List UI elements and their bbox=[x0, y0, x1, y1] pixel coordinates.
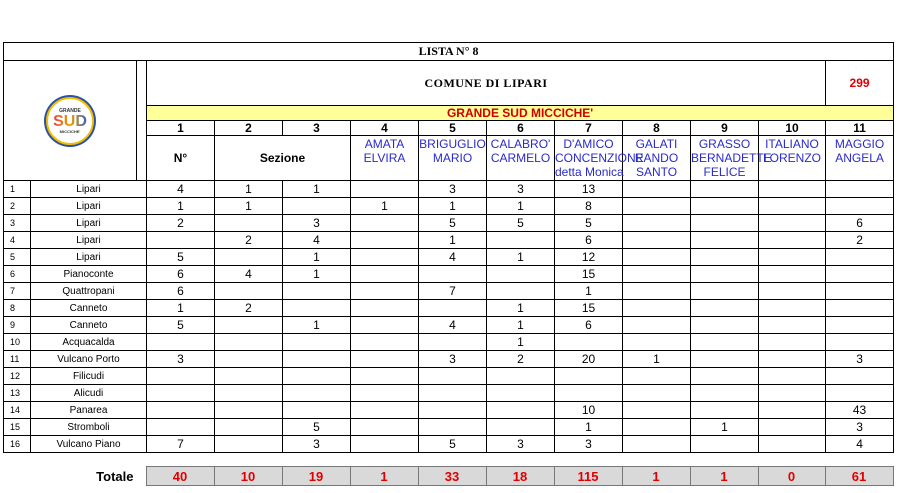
candidate-name-line: ELVIRA bbox=[363, 151, 406, 165]
vote-cell: 7 bbox=[147, 436, 215, 453]
vote-cell: 6 bbox=[555, 317, 623, 334]
section-number: 15 bbox=[4, 419, 31, 436]
section-name: Panarea bbox=[31, 402, 147, 419]
vote-cell bbox=[419, 266, 487, 283]
vote-cell: 6 bbox=[555, 232, 623, 249]
table-row bbox=[4, 232, 894, 249]
vote-cell bbox=[487, 419, 555, 436]
section-number: 8 bbox=[4, 300, 31, 317]
vote-cell: 4 bbox=[826, 436, 894, 453]
candidate-name-line: ITALIANO bbox=[765, 137, 819, 151]
vote-cell bbox=[351, 385, 419, 402]
section-number: 5 bbox=[4, 249, 31, 266]
candidate-name-line: GRASSO bbox=[698, 137, 751, 151]
section-name: Lipari bbox=[31, 215, 147, 232]
candidate-name-line: FELICE bbox=[703, 165, 746, 179]
vote-cell bbox=[623, 249, 691, 266]
vote-cell bbox=[691, 385, 759, 402]
section-number: 9 bbox=[4, 317, 31, 334]
header-number: N° bbox=[147, 136, 215, 181]
vote-cell: 4 bbox=[419, 249, 487, 266]
vote-cell bbox=[147, 402, 215, 419]
candidate-name-line: BERNADETTE bbox=[691, 151, 772, 165]
candidate-name-line bbox=[419, 165, 486, 179]
vote-cell bbox=[351, 402, 419, 419]
vote-cell bbox=[759, 334, 826, 351]
table-row bbox=[4, 300, 894, 317]
vote-cell bbox=[555, 334, 623, 351]
table-row bbox=[4, 181, 894, 198]
section-number: 1 bbox=[4, 181, 31, 198]
vote-cell: 4 bbox=[147, 181, 215, 198]
vote-cell bbox=[691, 402, 759, 419]
vote-cell bbox=[147, 334, 215, 351]
section-name: Filicudi bbox=[31, 368, 147, 385]
vote-cell: 1 bbox=[351, 198, 419, 215]
section-number: 13 bbox=[4, 385, 31, 402]
vote-cell: 13 bbox=[555, 181, 623, 198]
table-row bbox=[4, 198, 894, 215]
candidate-number: 6 bbox=[487, 121, 555, 136]
vote-cell: 15 bbox=[555, 266, 623, 283]
vote-cell bbox=[555, 385, 623, 402]
candidate-name-line: D'AMICO bbox=[563, 137, 614, 151]
vote-cell bbox=[623, 266, 691, 283]
vote-cell: 1 bbox=[215, 198, 283, 215]
vote-cell bbox=[147, 385, 215, 402]
vote-cell bbox=[826, 283, 894, 300]
vote-cell: 1 bbox=[487, 317, 555, 334]
vote-cell: 5 bbox=[147, 249, 215, 266]
vote-cell: 4 bbox=[215, 266, 283, 283]
vote-cell bbox=[283, 283, 351, 300]
candidate-name-line: MAGGIO bbox=[834, 137, 885, 151]
vote-cell bbox=[351, 181, 419, 198]
section-name: Vulcano Porto bbox=[31, 351, 147, 368]
vote-cell bbox=[826, 385, 894, 402]
total-value: 19 bbox=[282, 467, 350, 486]
vote-cell bbox=[759, 198, 826, 215]
vote-cell bbox=[691, 215, 759, 232]
candidate-name-line: CONCENZIONE bbox=[555, 151, 644, 165]
vote-cell bbox=[555, 368, 623, 385]
vote-cell: 2 bbox=[487, 351, 555, 368]
total-value: 40 bbox=[146, 467, 214, 486]
vote-cell bbox=[487, 232, 555, 249]
candidate-name-line: SANTO bbox=[635, 165, 678, 179]
total-value: 33 bbox=[418, 467, 486, 486]
candidate-number: 11 bbox=[826, 121, 894, 136]
total-value: 115 bbox=[554, 467, 622, 486]
total-value: 1 bbox=[690, 467, 758, 486]
vote-cell: 7 bbox=[419, 283, 487, 300]
candidate-number: 10 bbox=[759, 121, 826, 136]
vote-cell: 1 bbox=[147, 300, 215, 317]
section-number: 2 bbox=[4, 198, 31, 215]
section-number: 16 bbox=[4, 436, 31, 453]
vote-cell bbox=[623, 368, 691, 385]
candidate-number: 2 bbox=[215, 121, 283, 136]
vote-cell bbox=[351, 317, 419, 334]
vote-cell bbox=[351, 283, 419, 300]
vote-cell bbox=[147, 368, 215, 385]
vote-cell bbox=[283, 385, 351, 402]
spacer-cell bbox=[137, 61, 147, 181]
total-value: 1 bbox=[350, 467, 418, 486]
table-row bbox=[4, 215, 894, 232]
vote-cell: 1 bbox=[147, 198, 215, 215]
list-total: 299 bbox=[826, 61, 894, 106]
vote-cell bbox=[487, 402, 555, 419]
vote-cell: 1 bbox=[419, 198, 487, 215]
section-name: Canneto bbox=[31, 317, 147, 334]
results-sheet bbox=[3, 42, 893, 453]
vote-cell bbox=[759, 351, 826, 368]
results-table bbox=[3, 42, 894, 453]
section-name: Stromboli bbox=[31, 419, 147, 436]
vote-cell: 3 bbox=[419, 181, 487, 198]
table-row bbox=[4, 334, 894, 351]
vote-cell: 2 bbox=[826, 232, 894, 249]
section-number: 12 bbox=[4, 368, 31, 385]
table-row bbox=[4, 351, 894, 368]
candidate-name-line: LORENZO bbox=[762, 151, 821, 165]
section-number: 7 bbox=[4, 283, 31, 300]
vote-cell: 43 bbox=[826, 402, 894, 419]
vote-cell: 2 bbox=[215, 300, 283, 317]
vote-cell: 1 bbox=[555, 419, 623, 436]
vote-cell bbox=[691, 436, 759, 453]
vote-cell: 6 bbox=[147, 283, 215, 300]
total-value: 18 bbox=[486, 467, 554, 486]
vote-cell: 1 bbox=[283, 181, 351, 198]
candidate-name-line: detta Monica bbox=[555, 165, 624, 179]
vote-cell bbox=[826, 368, 894, 385]
section-name: Canneto bbox=[31, 300, 147, 317]
section-name: Lipari bbox=[31, 249, 147, 266]
candidate-name-cell bbox=[691, 136, 772, 181]
total-value: 0 bbox=[758, 467, 825, 486]
section-number: 14 bbox=[4, 402, 31, 419]
section-number: 6 bbox=[4, 266, 31, 283]
vote-cell bbox=[215, 402, 283, 419]
vote-cell bbox=[215, 436, 283, 453]
vote-cell bbox=[759, 232, 826, 249]
vote-cell bbox=[215, 317, 283, 334]
vote-cell bbox=[215, 215, 283, 232]
vote-cell bbox=[487, 385, 555, 402]
vote-cell bbox=[623, 436, 691, 453]
vote-cell: 15 bbox=[555, 300, 623, 317]
section-name: Lipari bbox=[31, 232, 147, 249]
section-number: 4 bbox=[4, 232, 31, 249]
candidate-name-line bbox=[351, 165, 418, 179]
vote-cell bbox=[691, 181, 759, 198]
vote-cell: 3 bbox=[147, 351, 215, 368]
vote-cell bbox=[351, 419, 419, 436]
vote-cell bbox=[826, 198, 894, 215]
vote-cell bbox=[623, 283, 691, 300]
candidate-name-cell bbox=[487, 136, 555, 181]
section-name: Alicudi bbox=[31, 385, 147, 402]
vote-cell bbox=[283, 334, 351, 351]
vote-cell bbox=[691, 198, 759, 215]
vote-cell bbox=[691, 232, 759, 249]
vote-cell bbox=[826, 334, 894, 351]
vote-cell bbox=[283, 300, 351, 317]
vote-cell bbox=[147, 232, 215, 249]
total-value: 1 bbox=[622, 467, 690, 486]
vote-cell bbox=[623, 181, 691, 198]
vote-cell: 5 bbox=[555, 215, 623, 232]
vote-cell bbox=[826, 300, 894, 317]
vote-cell bbox=[419, 402, 487, 419]
vote-cell bbox=[215, 283, 283, 300]
candidate-number: 7 bbox=[555, 121, 623, 136]
vote-cell bbox=[419, 419, 487, 436]
vote-cell: 3 bbox=[283, 215, 351, 232]
candidate-name-line: RANDO bbox=[634, 151, 679, 165]
section-name: Vulcano Piano bbox=[31, 436, 147, 453]
vote-cell: 3 bbox=[555, 436, 623, 453]
vote-cell: 3 bbox=[487, 436, 555, 453]
vote-cell: 1 bbox=[623, 351, 691, 368]
vote-cell bbox=[419, 300, 487, 317]
candidate-name-line: ANGELA bbox=[835, 151, 884, 165]
vote-cell bbox=[215, 419, 283, 436]
vote-cell: 1 bbox=[283, 266, 351, 283]
vote-cell bbox=[487, 283, 555, 300]
vote-cell: 3 bbox=[826, 351, 894, 368]
candidate-name-cell bbox=[351, 136, 419, 181]
vote-cell: 5 bbox=[283, 419, 351, 436]
candidate-name-cell bbox=[419, 136, 487, 181]
vote-cell bbox=[419, 368, 487, 385]
vote-cell: 2 bbox=[147, 215, 215, 232]
vote-cell bbox=[283, 402, 351, 419]
vote-cell bbox=[826, 317, 894, 334]
vote-cell bbox=[623, 334, 691, 351]
vote-cell: 10 bbox=[555, 402, 623, 419]
vote-cell: 1 bbox=[487, 300, 555, 317]
vote-cell bbox=[623, 300, 691, 317]
candidate-name-line: BRIGUGLIO bbox=[419, 137, 486, 151]
vote-cell bbox=[351, 436, 419, 453]
vote-cell bbox=[623, 215, 691, 232]
vote-cell: 3 bbox=[283, 436, 351, 453]
table-row bbox=[4, 436, 894, 453]
vote-cell bbox=[826, 249, 894, 266]
vote-cell bbox=[759, 266, 826, 283]
candidate-name-line bbox=[826, 165, 893, 179]
vote-cell bbox=[283, 351, 351, 368]
candidate-name-cell bbox=[555, 136, 644, 181]
vote-cell: 12 bbox=[555, 249, 623, 266]
totals-bar bbox=[3, 466, 893, 486]
totals-label: Totale bbox=[96, 468, 134, 484]
vote-cell: 6 bbox=[147, 266, 215, 283]
vote-cell: 20 bbox=[555, 351, 623, 368]
vote-cell: 1 bbox=[555, 283, 623, 300]
header-sezione: Sezione bbox=[215, 136, 351, 181]
candidate-name-line bbox=[487, 165, 554, 179]
candidate-name-line: CALABRO' bbox=[490, 137, 551, 151]
vote-cell bbox=[691, 317, 759, 334]
table-row bbox=[4, 249, 894, 266]
vote-cell bbox=[691, 283, 759, 300]
vote-cell: 5 bbox=[419, 436, 487, 453]
candidate-name-line: MARIO bbox=[432, 151, 473, 165]
vote-cell bbox=[623, 317, 691, 334]
vote-cell bbox=[759, 436, 826, 453]
section-name: Acquacalda bbox=[31, 334, 147, 351]
candidate-name-line: AMATA bbox=[364, 137, 405, 151]
vote-cell bbox=[215, 368, 283, 385]
vote-cell bbox=[759, 215, 826, 232]
vote-cell: 5 bbox=[147, 317, 215, 334]
vote-cell: 3 bbox=[419, 351, 487, 368]
vote-cell bbox=[691, 368, 759, 385]
vote-cell: 1 bbox=[487, 334, 555, 351]
vote-cell bbox=[759, 317, 826, 334]
vote-cell bbox=[826, 181, 894, 198]
vote-cell bbox=[215, 351, 283, 368]
vote-cell: 1 bbox=[419, 232, 487, 249]
party-name: GRANDE SUD MICCICHE' bbox=[147, 106, 894, 121]
table-row bbox=[4, 385, 894, 402]
vote-cell: 3 bbox=[487, 181, 555, 198]
candidate-name-line bbox=[759, 165, 825, 179]
section-name: Quattropani bbox=[31, 283, 147, 300]
vote-cell bbox=[351, 232, 419, 249]
vote-cell bbox=[283, 198, 351, 215]
vote-cell: 4 bbox=[419, 317, 487, 334]
vote-cell: 6 bbox=[826, 215, 894, 232]
vote-cell bbox=[351, 300, 419, 317]
section-name: Pianoconte bbox=[31, 266, 147, 283]
vote-cell bbox=[623, 232, 691, 249]
vote-cell bbox=[215, 334, 283, 351]
vote-cell bbox=[623, 419, 691, 436]
section-number: 11 bbox=[4, 351, 31, 368]
vote-cell: 5 bbox=[487, 215, 555, 232]
candidate-number: 9 bbox=[691, 121, 759, 136]
candidate-number: 3 bbox=[283, 121, 351, 136]
candidate-name-cell bbox=[826, 136, 894, 181]
vote-cell bbox=[759, 368, 826, 385]
candidate-name-line: CARMELO bbox=[490, 151, 551, 165]
table-row bbox=[4, 266, 894, 283]
vote-cell bbox=[351, 249, 419, 266]
total-value: 61 bbox=[825, 467, 893, 486]
comune-title: COMUNE DI LIPARI bbox=[147, 61, 826, 106]
table-row bbox=[4, 368, 894, 385]
vote-cell bbox=[691, 334, 759, 351]
vote-cell bbox=[419, 385, 487, 402]
vote-cell bbox=[691, 300, 759, 317]
candidate-number: 4 bbox=[351, 121, 419, 136]
vote-cell bbox=[147, 419, 215, 436]
vote-cell bbox=[759, 419, 826, 436]
vote-cell bbox=[351, 334, 419, 351]
vote-cell bbox=[759, 385, 826, 402]
vote-cell: 1 bbox=[487, 249, 555, 266]
vote-cell: 1 bbox=[283, 249, 351, 266]
candidate-name-line: GALATI bbox=[635, 137, 678, 151]
section-name: Lipari bbox=[31, 198, 147, 215]
vote-cell bbox=[215, 385, 283, 402]
section-number: 10 bbox=[4, 334, 31, 351]
vote-cell bbox=[487, 368, 555, 385]
vote-cell bbox=[623, 198, 691, 215]
list-title: LISTA N° 8 bbox=[4, 43, 894, 61]
table-row bbox=[4, 419, 894, 436]
vote-cell bbox=[623, 402, 691, 419]
grande-sud-logo: GRANDE SUD MICCICHE' bbox=[46, 97, 94, 145]
vote-cell bbox=[759, 402, 826, 419]
vote-cell bbox=[759, 249, 826, 266]
vote-cell: 1 bbox=[215, 181, 283, 198]
vote-cell bbox=[691, 351, 759, 368]
vote-cell: 5 bbox=[419, 215, 487, 232]
vote-cell bbox=[283, 368, 351, 385]
candidate-number: 5 bbox=[419, 121, 487, 136]
vote-cell bbox=[351, 215, 419, 232]
vote-cell: 2 bbox=[215, 232, 283, 249]
candidate-number: 8 bbox=[623, 121, 691, 136]
vote-cell bbox=[351, 266, 419, 283]
vote-cell bbox=[351, 351, 419, 368]
candidate-name-cell bbox=[759, 136, 826, 181]
vote-cell bbox=[691, 249, 759, 266]
total-value: 10 bbox=[214, 467, 282, 486]
vote-cell bbox=[759, 283, 826, 300]
section-name: Lipari bbox=[31, 181, 147, 198]
vote-cell bbox=[215, 249, 283, 266]
vote-cell bbox=[487, 266, 555, 283]
vote-cell: 4 bbox=[283, 232, 351, 249]
vote-cell bbox=[623, 385, 691, 402]
vote-cell bbox=[759, 300, 826, 317]
candidate-number: 1 bbox=[147, 121, 215, 136]
vote-cell: 1 bbox=[487, 198, 555, 215]
vote-cell bbox=[419, 334, 487, 351]
vote-cell bbox=[351, 368, 419, 385]
vote-cell: 3 bbox=[826, 419, 894, 436]
vote-cell: 1 bbox=[691, 419, 759, 436]
table-row bbox=[4, 402, 894, 419]
vote-cell: 1 bbox=[283, 317, 351, 334]
logo-cell bbox=[4, 61, 137, 181]
vote-cell bbox=[826, 266, 894, 283]
table-row bbox=[4, 317, 894, 334]
table-row bbox=[4, 283, 894, 300]
vote-cell bbox=[759, 181, 826, 198]
vote-cell: 8 bbox=[555, 198, 623, 215]
section-number: 3 bbox=[4, 215, 31, 232]
vote-cell bbox=[691, 266, 759, 283]
